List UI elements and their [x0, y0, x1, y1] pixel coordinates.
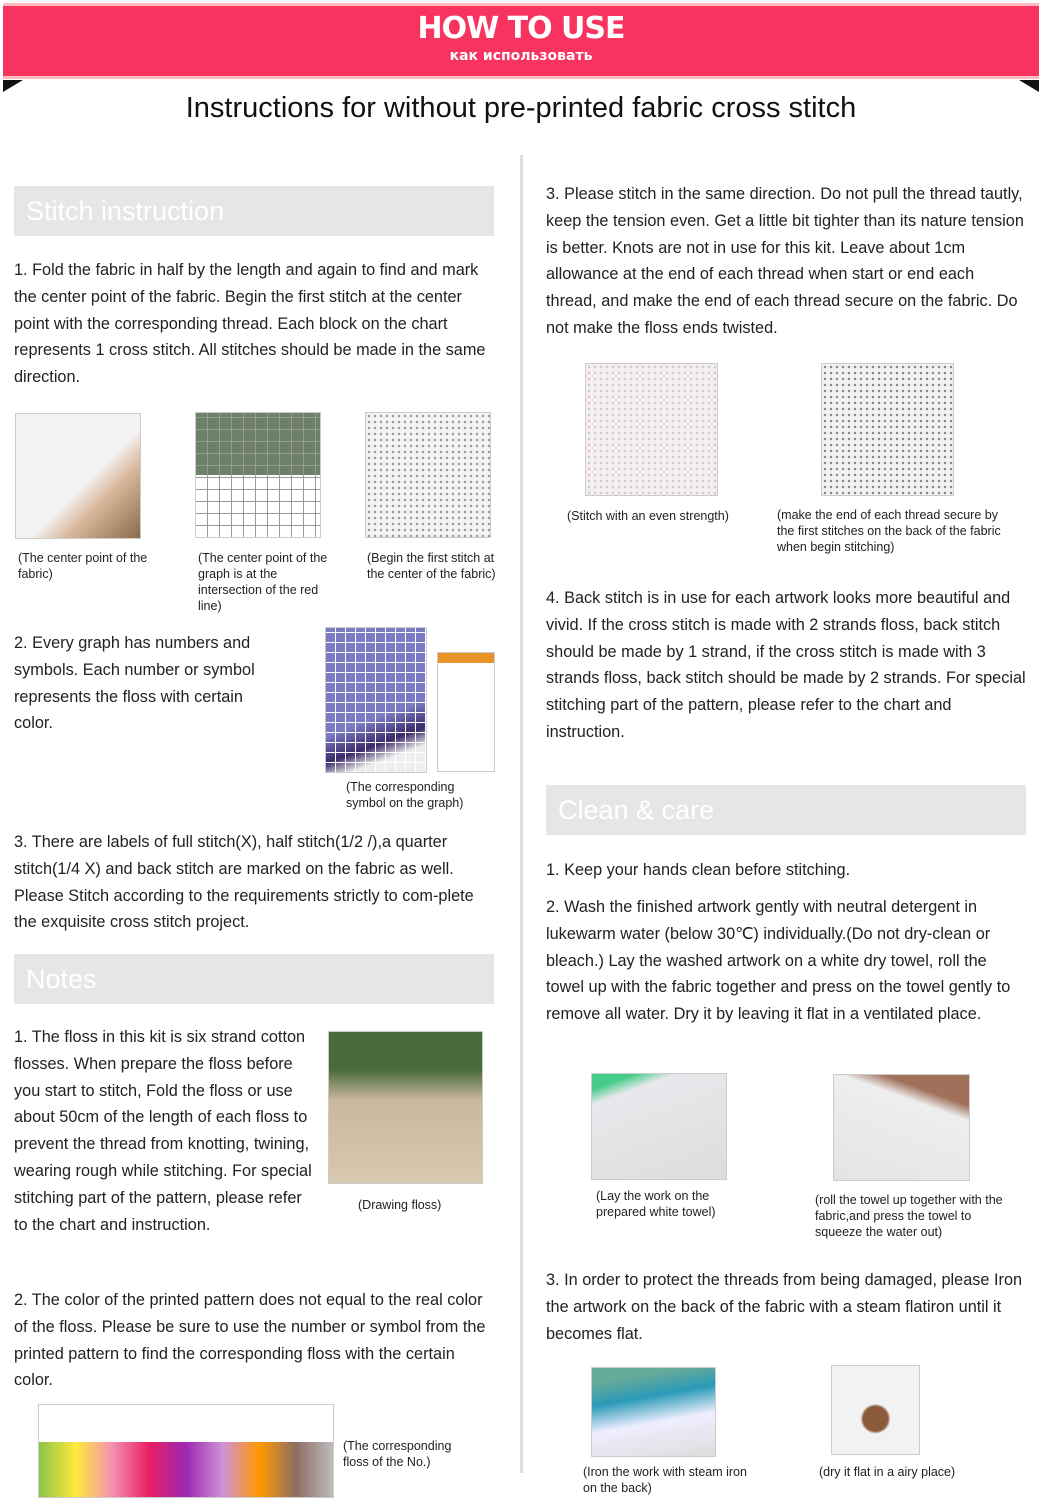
- caption-dry-flat: (dry it flat in a airy place): [819, 1465, 956, 1479]
- section-stitch-instruction: Stitch instruction: [14, 186, 494, 236]
- photo-first-stitch: [365, 412, 491, 538]
- caption-iron: (Iron the work with steam iron on the back): [583, 1465, 747, 1495]
- photo-folded-fabric: [15, 413, 141, 539]
- caption-floss-numbers: (The corresponding floss of the No.): [343, 1439, 452, 1469]
- page-heading: Instructions for without pre-printed fabric cross stitch: [185, 92, 857, 124]
- clean-step-2: 2. Wash the finished artwork gently with neutral detergent in lukewarm water (below 30℃) individually.(Do not dry-clean or bleach.) Lay the washed artwork on a white dry towel, roll the towel up with the fabric together and press on the towel gently to remove all water. Dry it by leaving it flat in a ventilated place.: [546, 898, 1011, 1024]
- caption-drawing-floss: (Drawing floss): [358, 1198, 442, 1212]
- clean-step-1: 1. Keep your hands clean before stitching.: [546, 861, 851, 879]
- stitch-step-3-direction: 3. Please stitch in the same direction. Do not pull the thread tautly, keep the tension even. Get a little bit tighter than its nature tension is better. Knots are not in use for this kit. Leave about 1cm allowance at the end of each thread when start or end each thread, and make the end of each thread secure on the fabric. Do not make the floss ends twisted.: [546, 185, 1024, 337]
- caption-begin-stitch: (Begin the first stitch at the center of the fabric): [367, 551, 496, 581]
- clean-step-3: 3. In order to protect the threads from being damaged, please Iron the artwork on the back of the fabric with a steam flatiron until it becomes flat.: [546, 1271, 1023, 1343]
- section-notes: Notes: [14, 954, 494, 1004]
- caption-center-fabric: (The center point of the fabric): [18, 551, 148, 581]
- photo-thread-secure: [821, 363, 954, 496]
- photo-drawing-floss: [328, 1031, 483, 1184]
- caption-thread-secure: (make the end of each thread secure by the first stitches on the back of the fabric when begin stitching): [777, 508, 1001, 554]
- image-symbol-graph: [325, 627, 427, 773]
- photo-roll-towel: [833, 1074, 970, 1181]
- image-floss-numbers: [38, 1404, 334, 1498]
- ribbon-fold-right: [1019, 80, 1039, 92]
- notes-step-1: 1. The floss in this kit is six strand cotton flosses. When prepare the floss before you start to stitch, Fold the floss or use about 50cm of the length of each floss to prevent the thread from knotting, twining, wearing rough while stitching. For special stitching part of the pattern, please refer to the chart and instruction.: [14, 1028, 312, 1234]
- image-floss-legend: [437, 652, 495, 772]
- section-clean-care: Clean & care: [546, 785, 1026, 835]
- caption-roll-towel: (roll the towel up together with the fabric,and press the towel to squeeze the water out): [815, 1193, 1003, 1239]
- photo-even-strength: [585, 363, 718, 496]
- photo-dry-flat: [831, 1365, 920, 1455]
- banner-title: HOW TO USE: [417, 11, 625, 46]
- ribbon-fold-left: [3, 80, 23, 92]
- stitch-step-2: 2. Every graph has numbers and symbols. Each number or symbol represents the floss with certain color.: [14, 634, 255, 733]
- caption-lay-towel: (Lay the work on the prepared white towel): [596, 1189, 716, 1219]
- header-banner: [3, 3, 1039, 79]
- banner-subtitle: как использовать: [449, 48, 593, 64]
- notes-step-2: 2. The color of the printed pattern does not equal to the real color of the floss. Please be sure to use the number or symbol from the printed pattern to find the corresponding floss with the certain color.: [14, 1291, 486, 1390]
- photo-iron: [591, 1367, 716, 1457]
- photo-lay-towel: [591, 1073, 727, 1180]
- stitch-step-3: 3. There are labels of full stitch(X), half stitch(1/2 /),a quarter stitch(1/4 X) and back stitch are marked on the fabric as well. Please Stitch according to the requirements strictly to com-plete the exquisite cross stitch project.: [14, 833, 474, 932]
- stitch-step-1: 1. Fold the fabric in half by the length and again to find and mark the center point of the fabric. Begin the first stitch at the center point with the corresponding thread. Each block on the chart represents 1 cross stitch. All stitches should be made in the same direction.: [14, 261, 486, 387]
- column-divider: [520, 155, 523, 1473]
- stitch-step-4-backstitch: 4. Back stitch is in use for each artwork looks more beautiful and vivid. If the cross stitch is made with 2 strands floss, back stitch should be made by 1 strand, if the cross stitch is made with 3 strands floss, back stitch should be made by 2 strands. For special stitching part of the pattern, please refer to the chart and instruction.: [546, 589, 1026, 741]
- caption-center-graph: (The center point of the graph is at the intersection of the red line): [198, 551, 328, 613]
- caption-symbol-graph: (The corresponding symbol on the graph): [346, 780, 464, 810]
- image-chart-center: [195, 412, 321, 538]
- caption-even-strength: (Stitch with an even strength): [567, 509, 729, 523]
